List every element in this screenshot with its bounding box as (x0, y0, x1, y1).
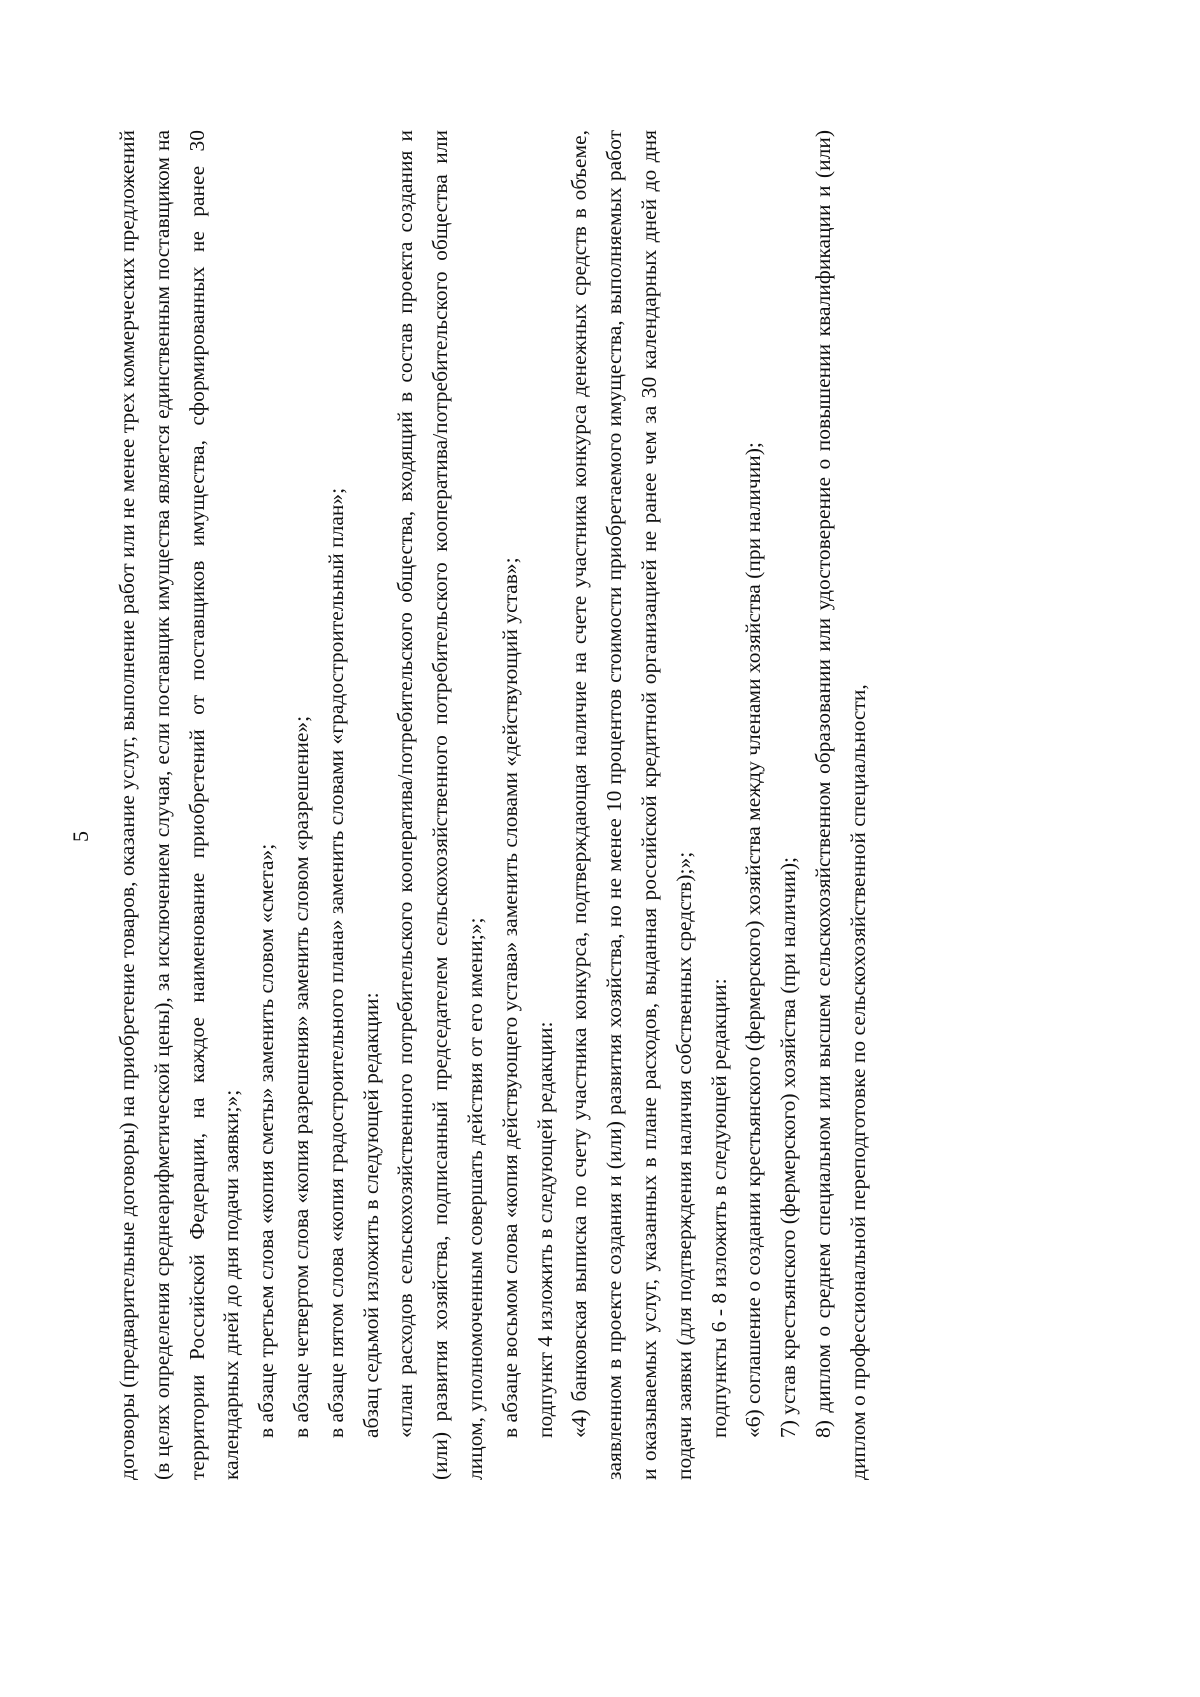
paragraph: договоры (предварительные договоры) на приобретение товаров, оказание услуг, выполнение работ или не менее трех коммерческих предложений (в целях определения среднеарифметической цены), за исключением случая, если поставщик имущества является единственным поставщиком на территории Российской Федерации, на каждое наименование приобретений от поставщиков имущества, сформированных не ранее 30 календарных дней до дня подачи заявки;»; (115, 130, 244, 1480)
paragraph: «4) банковская выписка по счету участника конкурса, подтверждающая наличие на счете участника конкурса денежных средств в объеме, заявленном в проекте создания и (или) развития хозяйства, но не менее 10 процентов стоимости приобретаемого имущества, выполняемых работ и оказываемых услуг, указанных в плане расходов, выданная российской кредитной организацией не ранее чем за 30 календарных дней до дня подачи заявки (для подтверждения наличия собственных средств);»; (567, 130, 696, 1480)
page-number: 5 (68, 831, 93, 842)
paragraph: в абзаце пятом слова «копия градостроительного плана» заменить словами «градостроительный план»; (323, 487, 348, 1438)
paragraph: 7) устав крестьянского (фермерского) хозяйства (при наличии); (776, 857, 801, 1438)
document-body (110, 130, 876, 1480)
paragraph: «план расходов сельскохозяйственного потребительского кооператива/потребительского общества, входящий в состав проекта создания и (или) развития хозяйства, подписанный председателем сельскохозяйственного потребительского кооператива/потребительского общества или лицом, уполномоченным совершать действия от его имени;»; (393, 130, 487, 1480)
paragraph: в абзаце четвертом слова «копия разрешения» заменить словом «разрешение»; (288, 715, 313, 1438)
paragraph: в абзаце третьем слова «копия сметы» заменить словом «смета»; (254, 843, 279, 1438)
paragraph: абзац седьмой изложить в следующей редакции: (358, 992, 383, 1438)
paragraph: подпункт 4 изложить в следующей редакции: (532, 1021, 557, 1438)
paragraph: 8) диплом о среднем специальном или высшем сельскохозяйственном образовании или удостоверение о повышении квалификации и (или) диплом о профессиональной переподготовке по сельскохозяйственной специальности, (810, 130, 870, 1480)
paragraph: подпункты 6 - 8 изложить в следующей редакции: (706, 978, 731, 1438)
paragraph: «6) соглашение о создании крестьянского (фермерского) хозяйства между членами хозяйства (при наличии); (741, 442, 766, 1438)
paragraph: в абзаце восьмом слова «копия действующего устава» заменить словами «действующий устав»; (497, 557, 522, 1438)
